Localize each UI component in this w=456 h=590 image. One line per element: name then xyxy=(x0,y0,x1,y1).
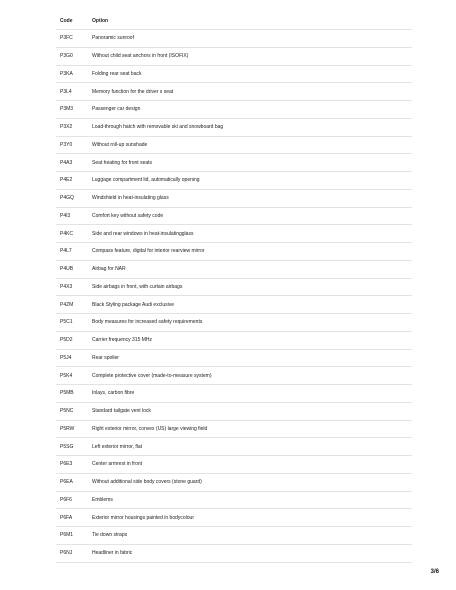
option-description: Exterior mirror housings painted in bodycolour xyxy=(92,514,194,521)
table-row xyxy=(56,545,412,563)
option-description: Right exterior mirror, convex (US) large viewing field xyxy=(92,425,208,432)
option-description: Without roll-up sunshade xyxy=(92,141,148,148)
option-description: Side and rear windows in heat-insulatingglass xyxy=(92,230,194,237)
table-row xyxy=(56,527,412,545)
option-description: Body measures for increased safety requirements xyxy=(92,319,203,326)
table-row xyxy=(56,48,412,66)
table-header-row xyxy=(56,13,412,30)
table-row xyxy=(56,385,412,403)
option-description: Standard tailgate vent lock xyxy=(92,408,151,415)
table-row xyxy=(56,101,412,119)
table-row xyxy=(56,66,412,84)
table-row xyxy=(56,403,412,421)
table-row xyxy=(56,421,412,439)
table-row xyxy=(56,296,412,314)
option-description: Comfort key without safety code xyxy=(92,212,164,219)
option-code: P5MB xyxy=(60,390,74,397)
option-code: P4L7 xyxy=(60,248,72,255)
option-code: P4KC xyxy=(60,230,74,237)
table-row xyxy=(56,172,412,190)
option-code: P5J4 xyxy=(60,354,72,361)
option-description: Seat heating for front seats xyxy=(92,159,153,166)
option-code: P6E3 xyxy=(60,461,73,468)
options-table xyxy=(56,13,412,563)
table-row xyxy=(56,243,412,261)
option-description: Folding rear seat back xyxy=(92,70,142,77)
option-description: Inlays, carbon fibre xyxy=(92,390,135,397)
page-number: 3/6 xyxy=(430,569,439,575)
option-description: Load-through hatch with removable ski and snowboard bag xyxy=(92,124,224,131)
table-row xyxy=(56,119,412,137)
table-row xyxy=(56,137,412,155)
option-code: P4I3 xyxy=(60,212,71,219)
option-code: P3Y0 xyxy=(60,141,73,148)
option-code: P3FC xyxy=(60,35,73,42)
table-row xyxy=(56,83,412,101)
option-description: Emblems xyxy=(92,496,113,503)
table-row xyxy=(56,456,412,474)
option-code: P3G0 xyxy=(60,53,73,60)
option-description: Rear spoiler xyxy=(92,354,119,361)
option-description: Left exterior mirror, flat xyxy=(92,443,143,450)
option-description: Headliner in fabric xyxy=(92,550,133,557)
table-row xyxy=(56,30,412,48)
table-row xyxy=(56,350,412,368)
option-code: P4UB xyxy=(60,266,74,273)
option-code: P3L4 xyxy=(60,88,72,95)
option-code: P5NC xyxy=(60,408,74,415)
table-row xyxy=(56,208,412,226)
table-row xyxy=(56,492,412,510)
option-code: P6F6 xyxy=(60,496,72,503)
table-body xyxy=(56,30,412,563)
option-code: P4A3 xyxy=(60,159,73,166)
table-row xyxy=(56,474,412,492)
option-code: P5K4 xyxy=(60,372,73,379)
option-code: P4E2 xyxy=(60,177,73,184)
option-description: Without additional side body covers (stone guard) xyxy=(92,479,202,486)
code-column-header: Code xyxy=(60,18,73,24)
option-code: P4ZM xyxy=(60,301,74,308)
option-code: P3X2 xyxy=(60,124,73,131)
option-description: Side airbags in front, with curtain airbags xyxy=(92,283,183,290)
option-description: Luggage compartment lid, automatically opening xyxy=(92,177,200,184)
table-row xyxy=(56,438,412,456)
option-description: Complete protective cover (made-to-measure system) xyxy=(92,372,212,379)
option-description: Passenger car design xyxy=(92,106,141,113)
option-description: Airbag for NAR xyxy=(92,266,126,273)
table-row xyxy=(56,279,412,297)
option-code: P5RW xyxy=(60,425,75,432)
option-description: Windshield in heat-insulating glass xyxy=(92,195,169,202)
option-column-header: Option xyxy=(92,18,109,24)
option-code: P6NJ xyxy=(60,550,73,557)
option-code: P6EA xyxy=(60,479,73,486)
table-row xyxy=(56,225,412,243)
option-code: P6FA xyxy=(60,514,73,521)
table-row xyxy=(56,367,412,385)
option-code: P4GQ xyxy=(60,195,74,202)
option-description: Black Styling package Audi exclusive xyxy=(92,301,174,308)
table-row xyxy=(56,509,412,527)
option-code: P5SG xyxy=(60,443,74,450)
table-row xyxy=(56,154,412,172)
option-code: P5C1 xyxy=(60,319,73,326)
option-description: Panoramic sunroof xyxy=(92,35,134,42)
option-description: Without child seat anchors in front (ISOFIX) xyxy=(92,53,189,60)
table-row xyxy=(56,261,412,279)
option-code: P6M1 xyxy=(60,532,74,539)
option-description: Carrier frequency 315 MHz xyxy=(92,337,153,344)
table-row xyxy=(56,314,412,332)
table-row xyxy=(56,190,412,208)
option-code: P3M3 xyxy=(60,106,74,113)
option-description: Memory function for the driver s seat xyxy=(92,88,174,95)
table-row xyxy=(56,332,412,350)
option-description: Tie down straps xyxy=(92,532,128,539)
option-description: Center armrest in front xyxy=(92,461,143,468)
option-code: P4X3 xyxy=(60,283,73,290)
option-description: Compass feature, digital for interior rearview mirror xyxy=(92,248,205,255)
option-code: P5D2 xyxy=(60,337,73,344)
option-code: P3KA xyxy=(60,70,73,77)
